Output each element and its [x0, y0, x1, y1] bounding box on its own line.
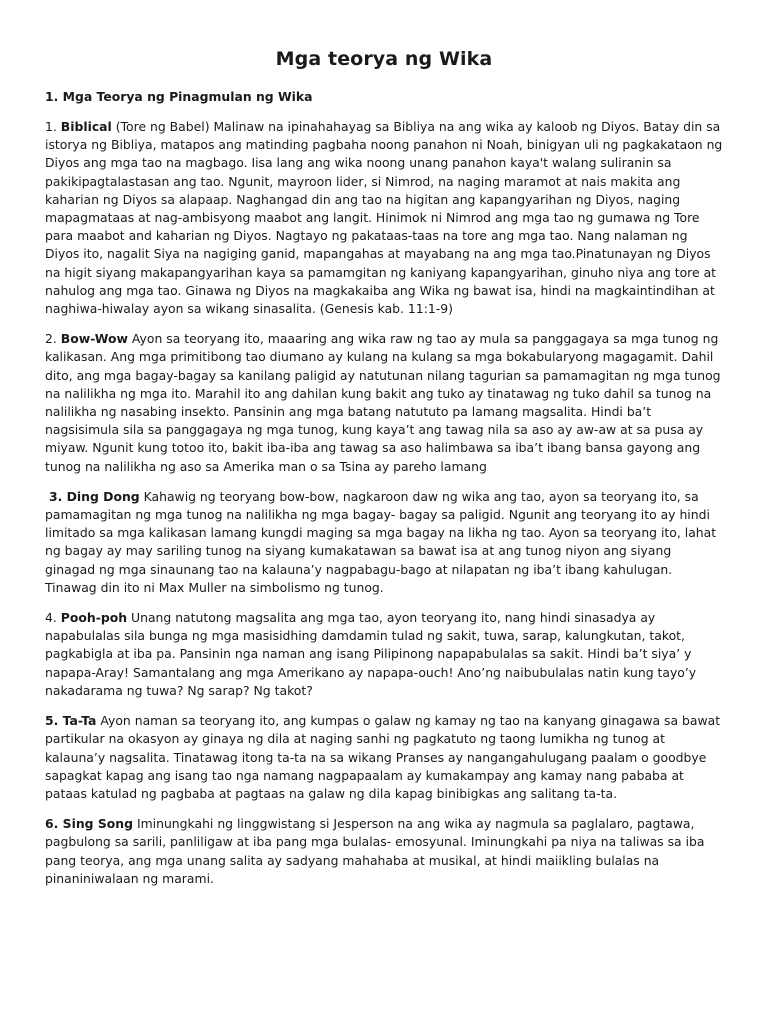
theory-number: 1.	[45, 119, 57, 134]
theory-biblical	[45, 118, 723, 318]
theory-name: Sing Song	[62, 816, 133, 832]
theory-body: Unang natutong magsalita ang mga tao, ayon teoryang ito, nang hindi sinasadya ay napabulalas sila bunga ng mga masisidhing damdamin tulad ng sakit, tuwa, sarap, kalungkutan, takot, pagkabigla at iba pa. Pansinin nga naman ang isang Pilipinong napapabulalas sa sakit. Hindi ba’t siya’ y napapa-Aray! Samantalang ang mga Amerikano ay napapa-ouch! Ano’ng naibubulalas natin kung tayo’y nakadarama ng tuwa? Ng sarap? Ng takot?	[45, 610, 697, 698]
theory-name: Ta-Ta	[62, 713, 97, 729]
theory-number: 2.	[45, 331, 57, 347]
theory-ta-ta	[45, 712, 723, 803]
theory-name: Pooh-poh	[60, 610, 128, 626]
section-heading: 1. Mga Teorya ng Pinagmulan ng Wika	[45, 89, 313, 104]
theory-name: Ding Dong	[66, 488, 140, 504]
theory-number: 4.	[45, 610, 57, 626]
theory-body: (Tore ng Babel) Malinaw na ipinahahayag sa Bibliya na ang wika ay kaloob ng Diyos. Batay din sa istorya ng Bibliya, matapos ang matinding pagbaha noong panahon ni Noah, binigyan uli ng pagkakataon ng Diyos ang mga tao na magbago. Iisa lang ang wika noong unang panahon kaya't walang suliranin sa pakikipagtalastasan ang tao. Ngunit, mayroon lider, si Nimrod, na naging maramot at nais makita ang kaharian ng Diyos sa alapaap. Naghangad din ang tao na higitan ang kapangyarihan ng Diyos, naging mapagmataas at nag-ambisyong maabot ang langit. Hinimok ni Nimrod ang mga tao ng gumawa ng Tore para maabot and kaharian ng Diyos. Nagtayo ng pakataas-taas na tore ang mga tao. Nang nalaman ng Diyos ito, nagalit Siya na nagiging ganid, mapangahas at mayabang na ang mga tao.Pinatunayan ng Diyos na higit siyang makapangyarihan kaya sa pamamgitan ng kaniyang kapangyarihan, ginuho niya ang tore at nahulog ang mga tao. Ginawa ng Diyos na magkakaiba ang Wika ng bawat isa, hindi na magkaintindihan at naghiwa-hiwalay ayon sa wikang sinasalita. (Genesis kab. 11:1-9)	[45, 119, 723, 317]
theory-number: 6.	[45, 816, 59, 832]
theory-body: Ayon naman sa teoryang ito, ang kumpas o galaw ng kamay ng tao na kanyang ginagawa sa bawat partikular na okasyon ay ginaya ng dila at naging sanhi ng pagkatuto ng taong lumikha ng tunog at kalauna’y nagsalita. Tinatawag itong ta-ta na sa wikang Pranses ay nangangahulugang paalam o goodbye sapagkat kapag ang isang tao nga namang nagpapaalam ay kumakampay ang kamay nang pababa at pataas katulad ng pagbaba at pagtaas na galaw ng dila kapag binibigkas ang salitang ta-ta.	[45, 713, 721, 801]
theory-body: Ayon sa teoryang ito, maaaring ang wika raw ng tao ay mula sa panggagaya sa mga tunog ng kalikasan. Ang mga primitibong tao diumano ay kulang na kulang sa mga bokabularyong magagamit. Dahil dito, ang mga bagay-bagay sa kanilang paligid ay natutunan nilang tagurian sa pamamagitan ng mga tunog na nalilikha ng mga ito. Marahil ito ang dahilan kung bakit ang tuko ay tinatawag ng tuko dahil sa tunog na nalilikha ng nasabing insekto. Pansinin ang mga batang natututo pa lamang magsalita. Hindi ba’t nagsisimula sila sa panggagaya ng mga tunog, kung kaya’t ang tawag nila sa aso ay aw-aw at sa pusa ay miyaw. Ngunit kung totoo ito, bakit iba-iba ang tawag sa aso halimbawa sa iba’t ibang bansa gayong ang tunog na nalilikha ng aso sa Amerika man o sa Tsina ay pareho lamang	[45, 331, 721, 474]
theory-pooh-poh	[45, 609, 723, 700]
theory-bow-wow	[45, 330, 723, 476]
theory-body: Iminungkahi ng linggwistang si Jesperson na ang wika ay nagmula sa paglalaro, pagtawa, pagbulong sa sarili, panliligaw at iba pang mga bulalas- emosyunal. Iminungkahi pa niya na taliwas sa iba pang teorya, ang mga unang salita ay sadyang mahahaba at musikal, at hindi maiikling bulalas na pinaniniwalaan ng marami.	[45, 816, 705, 886]
theory-name: Bow-Wow	[60, 331, 128, 347]
theory-number: 5.	[45, 713, 59, 729]
theory-name: Biblical	[60, 119, 112, 134]
document-title: Mga teorya ng Wika	[275, 48, 493, 70]
theory-sing-song	[45, 815, 723, 888]
theory-body: Kahawig ng teoryang bow-bow, nagkaroon daw ng wika ang tao, ayon sa teoryang ito, sa pamamagitan ng mga tunog na nalilikha ng mga bagay- bagay sa paligid. Ngunit ang teoryang ito ay hindi limitado sa mga kalikasan lamang kungdi maging sa mga bagay na likha ng tao. Ayon sa teoryang ito, lahat ng bagay ay may sariling tunog na siyang kumakatawan sa bawat isa at ang tunog niyon ang siyang ginagad ng mga sinaunang tao na kalauna’y nagpabagu-bago at nilapatan ng iba’t ibang kahulugan. Tinawag din ito ni Max Muller na simbolismo ng tunog.	[45, 488, 717, 595]
theory-number: 3.	[48, 488, 63, 504]
theory-ding-dong	[45, 488, 723, 597]
